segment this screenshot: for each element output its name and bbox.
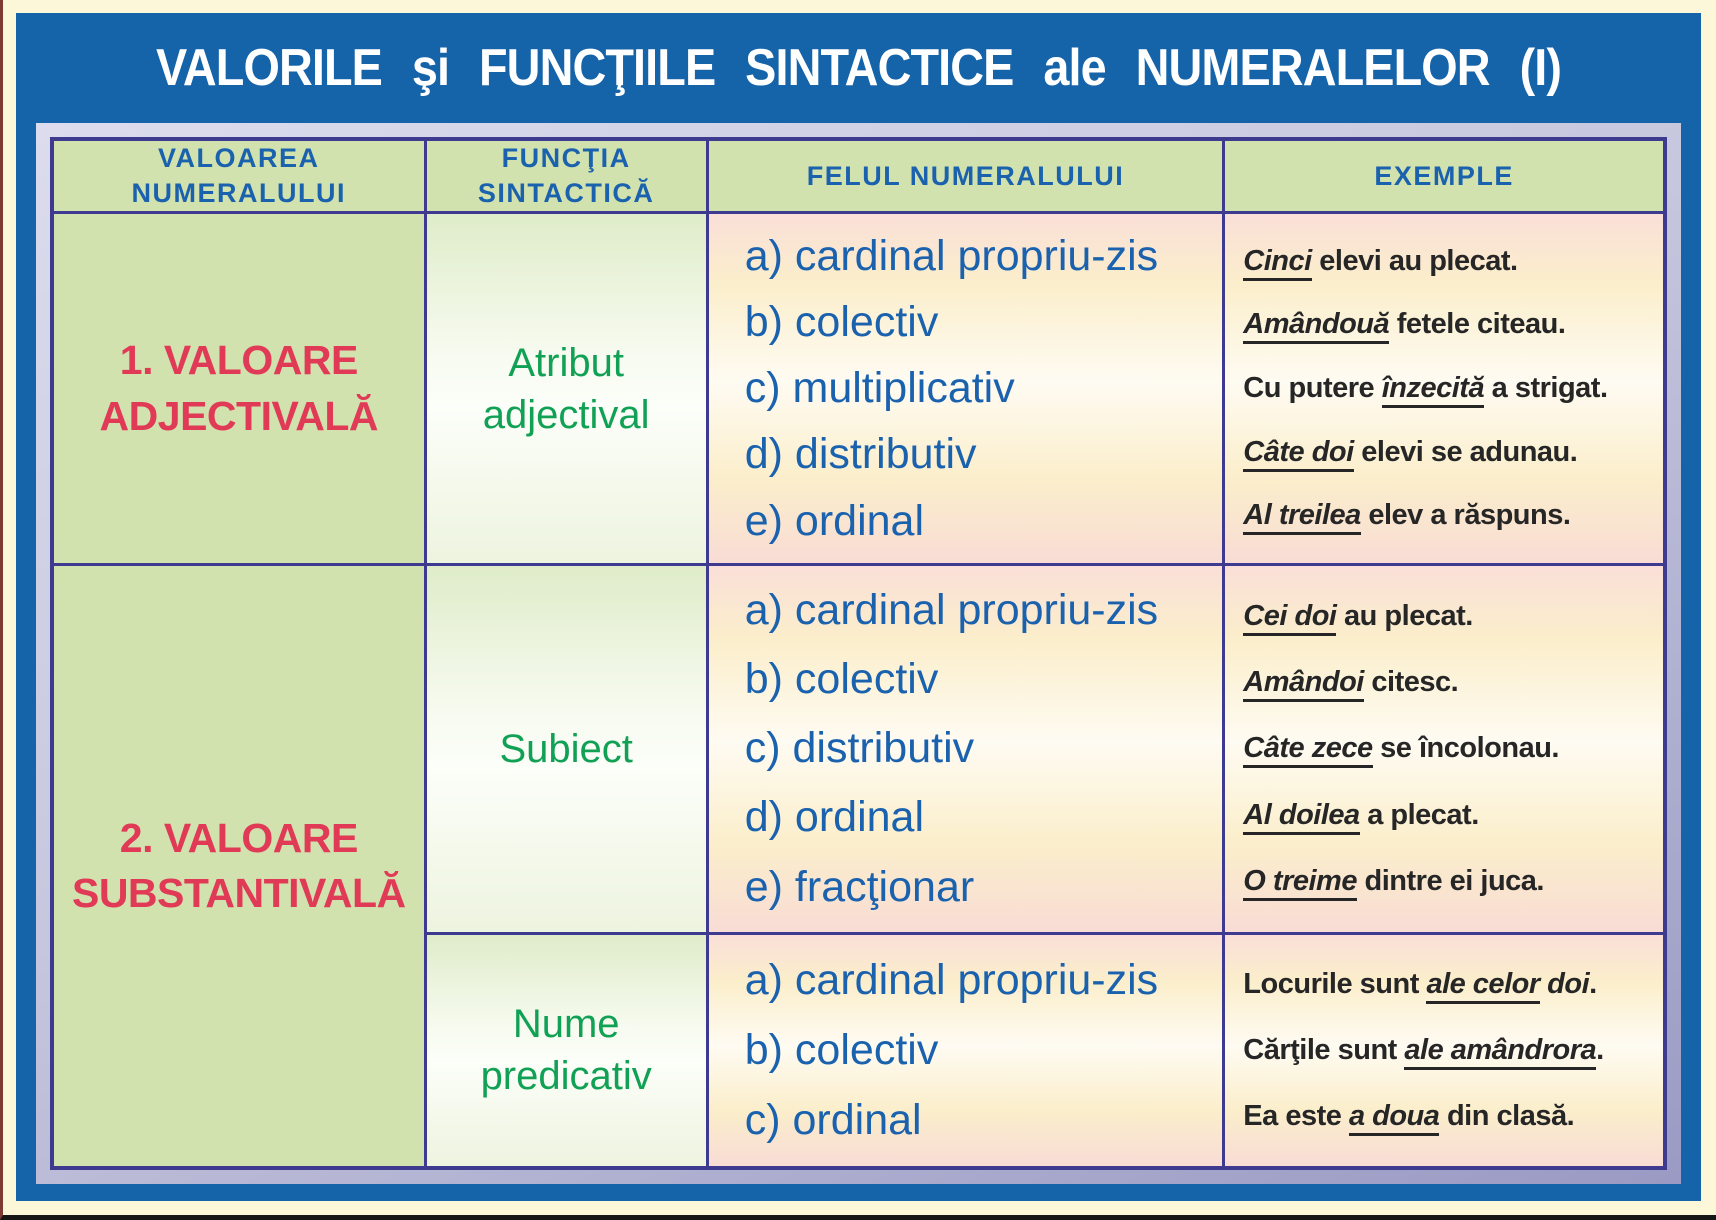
example-text: Cărţile sunt (1243, 1033, 1405, 1066)
cell-exemple-nume-predicativ (1225, 935, 1663, 1166)
blue-frame (16, 13, 1701, 1201)
example-text: Ea este (1243, 1099, 1349, 1132)
example-text: elev a răspuns. (1360, 499, 1571, 532)
kind-item: a) cardinal propriu-zis (744, 955, 1159, 1004)
kind-item: e) fracţionar (744, 862, 975, 911)
example-sentence (1243, 799, 1663, 832)
header-exemple: EXEMPLE (1225, 141, 1663, 211)
example-text: . (1596, 1033, 1604, 1066)
kind-item: b) colectiv (744, 297, 939, 346)
example-text: Cu putere (1243, 372, 1382, 405)
cell-functie-nume-predicativ: Nume predicativ (427, 935, 706, 1166)
title-band (16, 13, 1701, 123)
example-text: elevi se adunau. (1353, 435, 1578, 468)
example-text: au plecat. (1336, 599, 1473, 632)
header-felul-numeralului: FELUL NUMERALULUI (709, 141, 1223, 211)
kind-item: a) cardinal propriu-zis (744, 231, 1159, 280)
example-numeral-underlined: Amândouă (1243, 308, 1389, 344)
cell-feluri-subiect (709, 566, 1223, 932)
example-sentence (1243, 600, 1663, 633)
kind-item: c) ordinal (744, 1095, 922, 1144)
example-numeral-underlined: înzecită (1382, 372, 1484, 408)
cell-exemple-subiect (1225, 566, 1663, 932)
example-sentence (1243, 865, 1663, 898)
example-numeral-italic: doi (1539, 967, 1590, 1000)
example-sentence (1243, 308, 1663, 341)
table-mat (36, 123, 1681, 1184)
example-sentence (1243, 732, 1663, 765)
example-sentence (1243, 666, 1663, 699)
cell-feluri-nume-predicativ (709, 935, 1223, 1166)
example-numeral-underlined: Al treilea (1243, 499, 1361, 535)
example-sentence (1243, 372, 1663, 405)
kind-item: d) ordinal (744, 793, 925, 842)
poster-title: VALORILE şi FUNCŢIILE SINTACTICE ale NUMERALELOR (I) (155, 39, 1561, 97)
header-valoarea-numeralului: VALOAREA NUMERALULUI (54, 141, 424, 211)
cell-functie-subiect: Subiect (427, 566, 706, 932)
example-text: a plecat. (1359, 798, 1479, 831)
numerals-table (50, 137, 1667, 1170)
example-text: fetele citeau. (1389, 308, 1566, 341)
example-sentence (1243, 1100, 1663, 1133)
kind-item: b) colectiv (744, 655, 939, 704)
example-numeral-underlined: ale amândrora (1404, 1034, 1596, 1070)
example-text: Locurile sunt (1243, 967, 1427, 1000)
example-numeral-underlined: a doua (1349, 1100, 1439, 1136)
example-text: se încolonau. (1372, 732, 1559, 765)
example-text: dintre ei juca. (1356, 865, 1544, 898)
example-numeral-underlined: Câte doi (1243, 436, 1353, 472)
example-sentence (1243, 499, 1663, 532)
example-numeral-underlined: Cinci (1243, 245, 1311, 281)
header-functia-sintactica: FUNCŢIA SINTACTICĂ (427, 141, 706, 211)
kind-item: d) distributiv (744, 430, 977, 479)
example-text: . (1589, 967, 1597, 1000)
cell-valoare-substantivala: 2. VALOARE SUBSTANTIVALĂ (54, 566, 424, 1166)
kind-item: a) cardinal propriu-zis (744, 586, 1159, 635)
example-numeral-underlined: Amândoi (1243, 666, 1364, 702)
example-sentence (1243, 1034, 1663, 1067)
example-numeral-underlined: Cei doi (1243, 600, 1336, 636)
kind-item: e) ordinal (744, 496, 925, 545)
example-text: a strigat. (1484, 372, 1608, 405)
example-numeral-underlined: O treime (1243, 865, 1357, 901)
example-numeral-underlined: Al doilea (1243, 799, 1359, 835)
example-sentence (1243, 436, 1663, 469)
example-text: elevi au plecat. (1311, 244, 1518, 277)
cell-functie-atribut-adjectival: Atribut adjectival (427, 214, 706, 563)
example-numeral-underlined: ale celor (1426, 968, 1539, 1004)
cell-feluri-atribut (709, 214, 1223, 563)
example-text: citesc. (1363, 666, 1459, 699)
cell-exemple-atribut (1225, 214, 1663, 563)
example-sentence (1243, 245, 1663, 278)
example-numeral-underlined: Câte zece (1243, 732, 1372, 768)
example-sentence (1243, 968, 1663, 1001)
example-text: din clasă. (1439, 1099, 1575, 1132)
kind-item: c) multiplicativ (744, 364, 1015, 413)
cell-valoare-adjectivala: 1. VALOARE ADJECTIVALĂ (54, 214, 424, 563)
kind-item: b) colectiv (744, 1025, 939, 1074)
kind-item: c) distributiv (744, 724, 975, 773)
